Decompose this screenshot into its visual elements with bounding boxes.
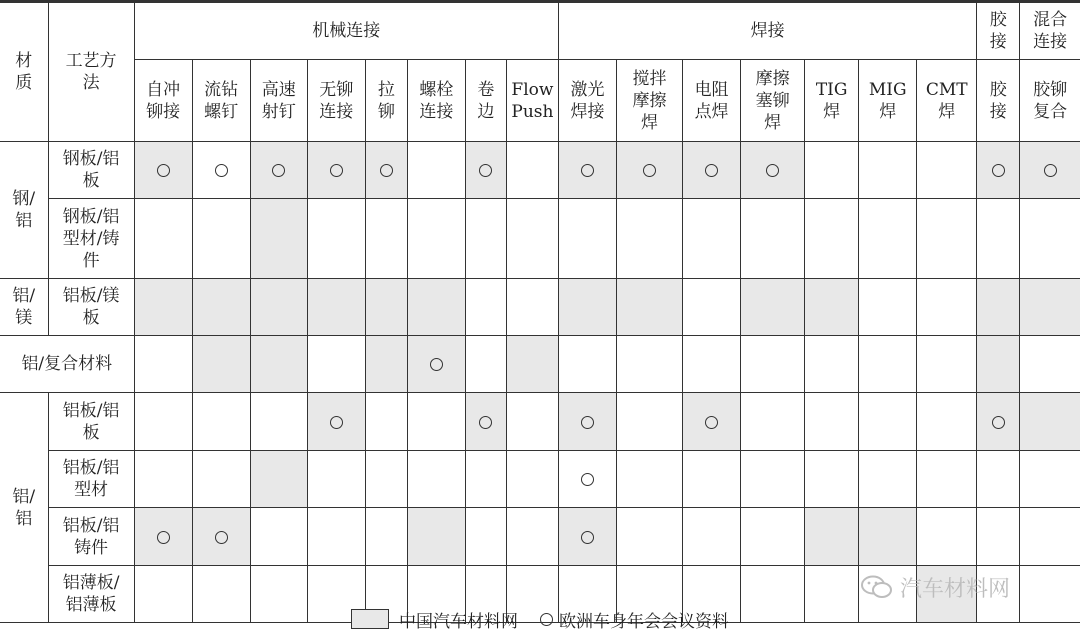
material-pair-cell: 铝薄板/ 铝薄板 [48,566,134,623]
process-cell [917,279,977,336]
process-cell [741,142,805,199]
circle-marker-icon [157,531,170,544]
column-header: 卷 边 [465,60,506,142]
process-cell [917,451,977,508]
process-header: 工艺方 法 [48,2,134,142]
process-cell [307,142,365,199]
material-pair-cell: 铝板/铝 铸件 [48,508,134,566]
process-cell [1020,279,1080,336]
process-cell [977,393,1020,451]
table-row [0,279,1080,336]
process-cell [859,199,917,279]
process-cell [192,508,250,566]
process-cell [192,451,250,508]
process-cell [1020,199,1080,279]
process-cell [741,393,805,451]
column-header: MIG 焊 [859,60,917,142]
process-cell [250,508,307,566]
process-cell [741,451,805,508]
table-row [0,142,1080,199]
column-header: Flow Push [506,60,558,142]
column-header: 流钻 螺钉 [192,60,250,142]
process-cell [805,142,859,199]
process-cell [365,199,407,279]
process-cell [365,336,407,393]
process-cell [805,336,859,393]
process-cell [192,393,250,451]
process-cell [192,199,250,279]
process-cell [407,508,465,566]
process-cell [617,451,683,508]
process-cell [134,393,192,451]
circle-marker-icon [479,416,492,429]
process-cell [250,393,307,451]
process-cell [307,451,365,508]
process-cell [307,508,365,566]
process-cell [506,199,558,279]
process-cell [134,451,192,508]
process-cell [465,508,506,566]
process-cell [407,199,465,279]
process-cell [307,393,365,451]
process-cell [859,393,917,451]
process-cell [506,336,558,393]
process-cell [805,508,859,566]
circle-marker-icon [581,473,594,486]
table-row [0,451,1080,508]
material-group-cell: 铝/ 镁 [0,279,48,336]
process-cell [917,393,977,451]
process-cell [977,508,1020,566]
process-cell [977,279,1020,336]
process-cell [741,336,805,393]
circle-marker-icon [540,613,553,626]
group-header-welding: 焊接 [558,2,976,60]
process-cell [683,508,741,566]
process-cell [365,142,407,199]
process-cell [307,336,365,393]
circle-marker-icon [643,164,656,177]
watermark [860,572,1050,602]
circle-marker-icon [992,164,1005,177]
shaded-swatch [351,609,389,629]
column-header: 无铆 连接 [307,60,365,142]
circle-marker-icon [215,164,228,177]
watermark-text: 汽车材料网 [900,576,1011,602]
group-header-adhesive: 胶 接 [977,2,1020,60]
process-cell [307,279,365,336]
process-cell [407,142,465,199]
column-header: 摩擦 塞铆 焊 [741,60,805,142]
process-cell [617,279,683,336]
column-header: 胶铆 复合 [1020,60,1080,142]
circle-marker-icon [581,531,594,544]
process-cell [407,336,465,393]
column-header: 胶 接 [977,60,1020,142]
process-cell [250,336,307,393]
process-cell [558,199,616,279]
process-cell [617,336,683,393]
sub-header-row [0,60,1080,142]
process-cell [859,508,917,566]
process-cell [365,451,407,508]
group-header-hybrid: 混合 连接 [1020,2,1080,60]
process-cell [465,336,506,393]
process-cell [307,199,365,279]
process-cell [617,199,683,279]
process-cell [506,279,558,336]
process-cell [1020,336,1080,393]
process-cell [805,199,859,279]
circle-marker-icon [705,164,718,177]
process-cell [917,142,977,199]
process-cell [250,451,307,508]
process-cell [558,336,616,393]
process-cell [683,142,741,199]
process-cell [1020,393,1080,451]
process-cell [917,508,977,566]
process-cell [977,142,1020,199]
group-header-mechanical: 机械连接 [134,2,558,60]
circle-marker-icon [766,164,779,177]
process-cell [465,393,506,451]
table-row [0,199,1080,279]
column-header: 搅拌 摩擦 焊 [617,60,683,142]
process-cell [741,279,805,336]
column-header: 高速 射钉 [250,60,307,142]
process-cell [741,199,805,279]
process-cell [859,142,917,199]
table-row [0,393,1080,451]
process-cell [683,279,741,336]
process-cell [407,451,465,508]
column-header: 螺栓 连接 [407,60,465,142]
circle-marker-icon [157,164,170,177]
process-cell [617,142,683,199]
process-cell [465,279,506,336]
process-cell [506,451,558,508]
process-cell [365,508,407,566]
process-cell [558,508,616,566]
process-cell [805,451,859,508]
column-header: 拉 铆 [365,60,407,142]
process-cell [365,279,407,336]
material-pair-cell: 铝板/镁 板 [48,279,134,336]
table-body [0,142,1080,623]
process-cell [192,336,250,393]
process-cell [465,199,506,279]
process-cell [683,393,741,451]
circle-marker-icon [380,164,393,177]
process-cell [683,199,741,279]
process-cell [506,508,558,566]
process-cell [134,508,192,566]
process-cell [250,279,307,336]
circle-marker-icon [581,164,594,177]
column-header: 电阻 点焊 [683,60,741,142]
process-cell [192,142,250,199]
process-cell [134,199,192,279]
material-group-cell: 钢/ 铝 [0,142,48,279]
process-cell [1020,508,1080,566]
process-cell [1020,451,1080,508]
circle-marker-icon [215,531,228,544]
process-cell [977,199,1020,279]
wechat-icon [860,574,894,600]
process-cell [741,508,805,566]
legend-shaded-label: 中国汽车材料网 [399,611,518,632]
material-group-cell: 铝/ 铝 [0,393,48,623]
legend [0,606,1080,632]
process-cell [250,199,307,279]
process-cell [506,142,558,199]
process-cell [617,508,683,566]
legend-circle-label: 欧洲车身年会会议资料 [559,611,729,632]
material-pair-cell: 钢板/铝 板 [48,142,134,199]
process-cell [250,142,307,199]
column-header: 自冲 铆接 [134,60,192,142]
material-pair-cell: 铝板/铝 型材 [48,451,134,508]
circle-marker-icon [330,164,343,177]
material-pair-cell: 铝/复合材料 [0,336,134,393]
process-cell [859,279,917,336]
process-cell [859,451,917,508]
column-header: CMT 焊 [917,60,977,142]
process-cell [558,451,616,508]
process-cell [465,451,506,508]
column-header: 激光 焊接 [558,60,616,142]
circle-marker-icon [272,164,285,177]
circle-marker-icon [330,416,343,429]
table-row [0,336,1080,393]
process-cell [506,393,558,451]
process-cell [977,336,1020,393]
process-cell [407,393,465,451]
table-row [0,508,1080,566]
material-pair-cell: 钢板/铝 型材/铸 件 [48,199,134,279]
process-cell [805,279,859,336]
process-cell [558,142,616,199]
process-cell [617,393,683,451]
circle-marker-icon [705,416,718,429]
process-cell [917,199,977,279]
material-pair-cell: 铝板/铝 板 [48,393,134,451]
process-cell [192,279,250,336]
process-cell [683,336,741,393]
process-cell [134,279,192,336]
process-cell [917,336,977,393]
process-cell [805,393,859,451]
process-cell [558,393,616,451]
column-header: TIG 焊 [805,60,859,142]
process-cell [683,451,741,508]
process-cell [859,336,917,393]
process-cell [465,142,506,199]
circle-marker-icon [1044,164,1057,177]
process-cell [558,279,616,336]
circle-marker-icon [479,164,492,177]
process-cell [977,451,1020,508]
process-cell [407,279,465,336]
circle-marker-icon [430,358,443,371]
process-cell [365,393,407,451]
circle-marker-icon [581,416,594,429]
process-cell [1020,142,1080,199]
process-cell [134,336,192,393]
process-cell [134,142,192,199]
circle-marker-icon [992,416,1005,429]
material-header: 材 质 [0,2,48,142]
